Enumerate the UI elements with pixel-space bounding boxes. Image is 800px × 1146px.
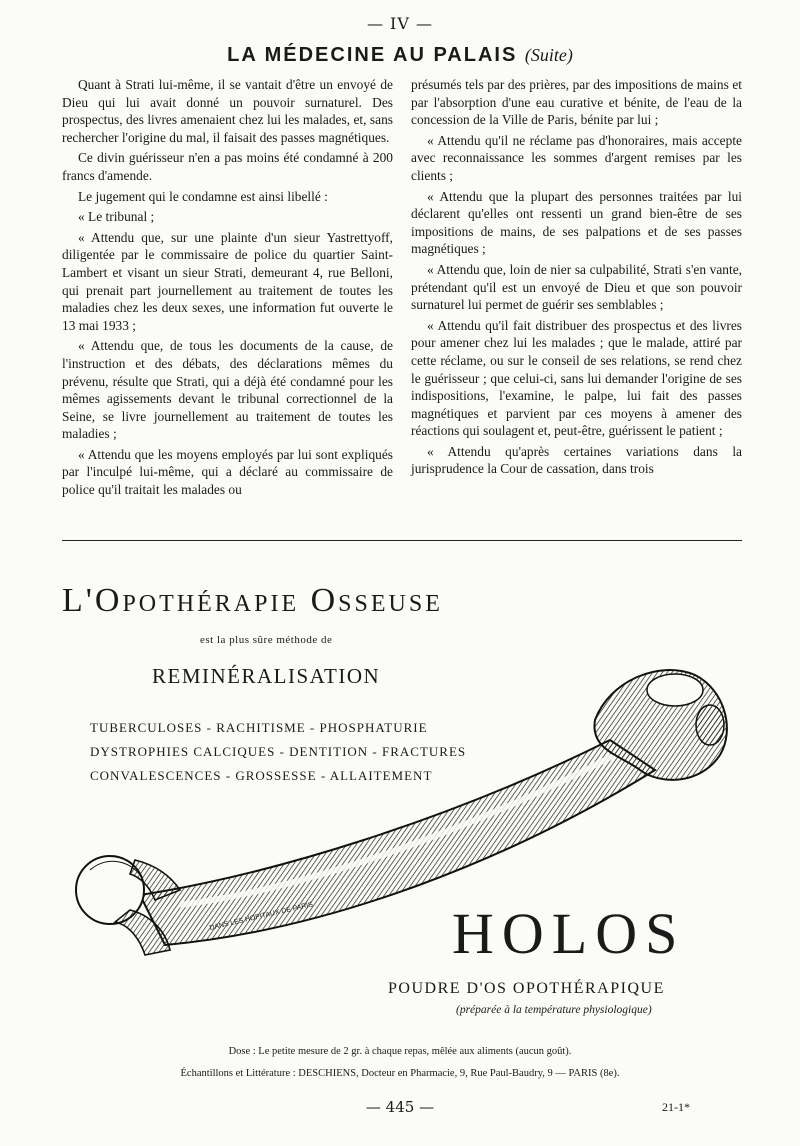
paragraph: « Le tribunal ; [78, 209, 155, 225]
paragraph: « Attendu que, de tous les documents de la cause, de l'instruction et des débats, des déclarations mêmes du prévenu, résulte que Strati, qui a déjà été condamné pour les mêmes agissements devant le tribunal correctionnel de la Seine, se livre journellement au traitement de toutes les maladies ; [62, 338, 393, 442]
paragraph: « Attendu qu'il fait distribuer des prospectus et des livres pour amener chez lui les malades ; que le malade, attiré par cette réclame, ou sur le conseil de ses relations, se rend chez le guérisseur ; que celui-ci, sans lui demander l'origine de ses indispositions, l'examine, le palpe, lui fait des passes magnétiques et parvient par ces moyens à amener des réactions qui soulagent et, peut-être, guérissent le patient ; [411, 317, 742, 439]
paragraph: « Attendu qu'il ne réclame pas d'honoraires, mais accepte avec reconnaissance les sommes d'argent remises par les clients ; [411, 132, 742, 183]
paragraph: « Attendu que, sur une plainte d'un sieur Yastrettyoff, diligentée par le commissaire de police du quartier Saint-Lambert et visant un sieur Strati, demeurant 4, rue Belloni, qui prenait part journellement au traitement de toutes les maladies chez les deux sexes, une information fut ouverte le 13 mai 1933 ; [62, 229, 393, 333]
page-number-top: — IV — [366, 14, 434, 33]
indication-line: TUBERCULOSES - RACHITISME - PHOSPHATURIE [90, 720, 428, 735]
ad-remineralisation: REMINÉRALISATION [152, 664, 381, 688]
paragraph: « Attendu qu'après certaines variations dans la jurisprudence la Cour de cassation, dans trois [411, 443, 742, 477]
paragraph: « Attendu que les moyens employés par lui sont expliqués par l'inculpé lui-même, qui a déclaré au commissaire de police qu'il traitait les malades ou [62, 446, 393, 498]
paragraph: Le jugement qui le condamne est ainsi libellé : [78, 188, 328, 204]
article-title-text: LA MÉDECINE AU PALAIS [227, 44, 518, 66]
article-columns [62, 76, 742, 528]
paragraph: présumés tels par des prières, par des impositions de mains et par l'absorption d'une eau curative et bénite, de l'eau de la concession de la Ville de Paris, bénite par lui ; [411, 77, 742, 128]
paragraph: « Attendu que la plupart des personnes traitées par lui déclarent qu'elles ont ressenti un grand bien-être de ses impositions de mains, de ses palpations et de ses passes magnétiques ; [411, 188, 742, 257]
section-divider [62, 540, 742, 541]
right-column [411, 76, 742, 528]
product-name: POUDRE D'OS OPOTHÉRAPIQUE [388, 980, 665, 997]
left-column [62, 76, 393, 528]
brand-name: HOLOS [452, 901, 686, 966]
indication-line: DYSTROPHIES CALCIQUES - DENTITION - FRACTURES [90, 744, 467, 759]
page-number-bottom: — 445 — [365, 1098, 435, 1116]
product-note: (préparée à la température physiologique) [456, 1004, 652, 1016]
bone-inscription: DANS LES HOPITAUX DE PARIS [208, 901, 314, 932]
folio-code: 21-1* [662, 1100, 690, 1114]
paragraph: Ce divin guérisseur n'en a pas moins été condamné à 200 francs d'amende. [62, 150, 393, 183]
dose-line: Dose : Le petite mesure de 2 gr. à chaque repas, mêlée aux aliments (aucun goût). [228, 1046, 572, 1057]
paragraph: « Attendu que, loin de nier sa culpabilité, Strati s'en vante, prétendant qu'il est un envoyé de Dieu et que son pouvoir surnaturel lui permet de guérir ses semblables ; [411, 261, 742, 313]
article-title-suffix: (Suite) [524, 45, 573, 65]
indication-line: CONVALESCENCES - GROSSESSE - ALLAITEMENT [90, 768, 433, 783]
samples-line: Échantillons et Littérature : DESCHIENS, Docteur en Pharmacie, 9, Rue Paul-Baudry, 9 — PARIS (8e). [180, 1068, 620, 1079]
article-title [0, 44, 800, 67]
paragraph: Quant à Strati lui-même, il se vantait d'être un envoyé de Dieu qui lui avait donné un pouvoir surnaturel. Des prospectus, des livres amenaient chez lui les malades, et, sans rechercher l'origine du mal, il faisait des passes magnétiques. [62, 77, 393, 145]
ad-headline: L'Opothérapie Osseuse [62, 582, 443, 619]
ad-subline: est la plus sûre méthode de [200, 634, 333, 646]
